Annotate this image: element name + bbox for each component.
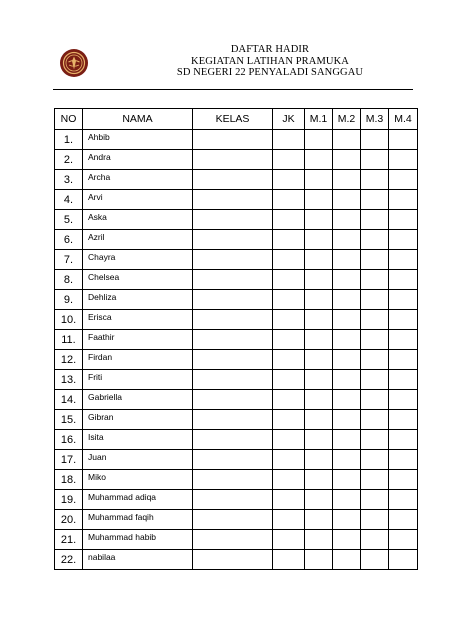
m2-cell	[333, 450, 361, 470]
table-row	[55, 130, 418, 150]
student-name: nabilaa	[83, 550, 193, 570]
student-name: Chayra	[83, 250, 193, 270]
student-name: Isita	[83, 430, 193, 450]
m2-cell	[333, 150, 361, 170]
jk-cell	[273, 230, 305, 250]
table-row	[55, 510, 418, 530]
row-number: 4.	[55, 190, 83, 210]
m2-cell	[333, 490, 361, 510]
header-m4: M.4	[389, 109, 418, 130]
m1-cell	[305, 470, 333, 490]
jk-cell	[273, 490, 305, 510]
m4-cell	[389, 530, 418, 550]
row-number: 13.	[55, 370, 83, 390]
m4-cell	[389, 350, 418, 370]
student-name: Firdan	[83, 350, 193, 370]
m1-cell	[305, 250, 333, 270]
m4-cell	[389, 130, 418, 150]
m3-cell	[361, 470, 389, 490]
m2-cell	[333, 230, 361, 250]
header-m2: M.2	[333, 109, 361, 130]
row-number: 19.	[55, 490, 83, 510]
m2-cell	[333, 510, 361, 530]
m2-cell	[333, 370, 361, 390]
m3-cell	[361, 430, 389, 450]
m1-cell	[305, 290, 333, 310]
m2-cell	[333, 390, 361, 410]
student-name: Aska	[83, 210, 193, 230]
m3-cell	[361, 330, 389, 350]
m2-cell	[333, 170, 361, 190]
m3-cell	[361, 250, 389, 270]
kelas-cell	[193, 430, 273, 450]
attendance-table	[54, 108, 418, 570]
m2-cell	[333, 350, 361, 370]
row-number: 18.	[55, 470, 83, 490]
table-row	[55, 270, 418, 290]
header-no: NO	[55, 109, 83, 130]
jk-cell	[273, 290, 305, 310]
jk-cell	[273, 250, 305, 270]
m3-cell	[361, 130, 389, 150]
m2-cell	[333, 530, 361, 550]
m1-cell	[305, 430, 333, 450]
header-divider	[53, 89, 413, 90]
row-number: 8.	[55, 270, 83, 290]
m3-cell	[361, 510, 389, 530]
jk-cell	[273, 410, 305, 430]
student-name: Muhammad habib	[83, 530, 193, 550]
row-number: 3.	[55, 170, 83, 190]
kelas-cell	[193, 390, 273, 410]
table-row	[55, 470, 418, 490]
jk-cell	[273, 530, 305, 550]
m1-cell	[305, 150, 333, 170]
m3-cell	[361, 410, 389, 430]
jk-cell	[273, 150, 305, 170]
table-row	[55, 530, 418, 550]
m3-cell	[361, 550, 389, 570]
kelas-cell	[193, 550, 273, 570]
m2-cell	[333, 190, 361, 210]
student-name: Andra	[83, 150, 193, 170]
jk-cell	[273, 310, 305, 330]
student-name: Chelsea	[83, 270, 193, 290]
m3-cell	[361, 150, 389, 170]
jk-cell	[273, 550, 305, 570]
table-header-row	[55, 109, 418, 130]
m3-cell	[361, 190, 389, 210]
table-row	[55, 190, 418, 210]
m1-cell	[305, 330, 333, 350]
kelas-cell	[193, 190, 273, 210]
row-number: 9.	[55, 290, 83, 310]
row-number: 22.	[55, 550, 83, 570]
m3-cell	[361, 270, 389, 290]
m3-cell	[361, 230, 389, 250]
row-number: 1.	[55, 130, 83, 150]
m4-cell	[389, 330, 418, 350]
kelas-cell	[193, 370, 273, 390]
row-number: 20.	[55, 510, 83, 530]
m1-cell	[305, 310, 333, 330]
jk-cell	[273, 350, 305, 370]
kelas-cell	[193, 490, 273, 510]
table-row	[55, 430, 418, 450]
row-number: 6.	[55, 230, 83, 250]
row-number: 12.	[55, 350, 83, 370]
m2-cell	[333, 410, 361, 430]
m1-cell	[305, 370, 333, 390]
jk-cell	[273, 450, 305, 470]
header-m1: M.1	[305, 109, 333, 130]
m4-cell	[389, 510, 418, 530]
m4-cell	[389, 450, 418, 470]
jk-cell	[273, 510, 305, 530]
m1-cell	[305, 210, 333, 230]
jk-cell	[273, 330, 305, 350]
row-number: 15.	[55, 410, 83, 430]
header-nama: NAMA	[83, 109, 193, 130]
jk-cell	[273, 270, 305, 290]
m4-cell	[389, 270, 418, 290]
m4-cell	[389, 370, 418, 390]
student-name: Ahbib	[83, 130, 193, 150]
m2-cell	[333, 430, 361, 450]
m3-cell	[361, 210, 389, 230]
m2-cell	[333, 310, 361, 330]
kelas-cell	[193, 310, 273, 330]
table-row	[55, 410, 418, 430]
m1-cell	[305, 490, 333, 510]
header-jk: JK	[273, 109, 305, 130]
table-row	[55, 330, 418, 350]
kelas-cell	[193, 130, 273, 150]
table-row	[55, 490, 418, 510]
row-number: 10.	[55, 310, 83, 330]
student-name: Erisca	[83, 310, 193, 330]
m2-cell	[333, 130, 361, 150]
m1-cell	[305, 230, 333, 250]
m4-cell	[389, 550, 418, 570]
m2-cell	[333, 270, 361, 290]
table-row	[55, 170, 418, 190]
m4-cell	[389, 150, 418, 170]
kelas-cell	[193, 250, 273, 270]
table-row	[55, 370, 418, 390]
row-number: 16.	[55, 430, 83, 450]
header-m3: M.3	[361, 109, 389, 130]
kelas-cell	[193, 350, 273, 370]
table-row	[55, 250, 418, 270]
m3-cell	[361, 450, 389, 470]
table-row	[55, 310, 418, 330]
jk-cell	[273, 470, 305, 490]
jk-cell	[273, 370, 305, 390]
table-row	[55, 550, 418, 570]
table-row	[55, 450, 418, 470]
m3-cell	[361, 350, 389, 370]
kelas-cell	[193, 530, 273, 550]
m2-cell	[333, 330, 361, 350]
m1-cell	[305, 450, 333, 470]
student-name: Juan	[83, 450, 193, 470]
m4-cell	[389, 410, 418, 430]
student-name: Arvi	[83, 190, 193, 210]
kelas-cell	[193, 210, 273, 230]
m4-cell	[389, 190, 418, 210]
row-number: 11.	[55, 330, 83, 350]
student-name: Miko	[83, 470, 193, 490]
header-title: DAFTAR HADIR	[230, 44, 310, 55]
jk-cell	[273, 190, 305, 210]
m1-cell	[305, 130, 333, 150]
m2-cell	[333, 550, 361, 570]
kelas-cell	[193, 150, 273, 170]
kelas-cell	[193, 410, 273, 430]
m1-cell	[305, 510, 333, 530]
m1-cell	[305, 270, 333, 290]
jk-cell	[273, 210, 305, 230]
table-row	[55, 210, 418, 230]
m3-cell	[361, 170, 389, 190]
kelas-cell	[193, 270, 273, 290]
student-name: Dehliza	[83, 290, 193, 310]
table-row	[55, 290, 418, 310]
table-row	[55, 350, 418, 370]
kelas-cell	[193, 510, 273, 530]
kelas-cell	[193, 290, 273, 310]
student-name: Archa	[83, 170, 193, 190]
document-header	[100, 44, 440, 79]
m1-cell	[305, 550, 333, 570]
m4-cell	[389, 470, 418, 490]
m3-cell	[361, 290, 389, 310]
m4-cell	[389, 390, 418, 410]
student-name: Muhammad faqih	[83, 510, 193, 530]
kelas-cell	[193, 450, 273, 470]
m4-cell	[389, 230, 418, 250]
m4-cell	[389, 430, 418, 450]
m2-cell	[333, 250, 361, 270]
table-row	[55, 150, 418, 170]
kelas-cell	[193, 470, 273, 490]
row-number: 2.	[55, 150, 83, 170]
m1-cell	[305, 410, 333, 430]
row-number: 14.	[55, 390, 83, 410]
m2-cell	[333, 290, 361, 310]
m1-cell	[305, 530, 333, 550]
student-name: Faathir	[83, 330, 193, 350]
kelas-cell	[193, 330, 273, 350]
m4-cell	[389, 310, 418, 330]
m1-cell	[305, 190, 333, 210]
student-name: Azril	[83, 230, 193, 250]
m4-cell	[389, 290, 418, 310]
m3-cell	[361, 370, 389, 390]
header-subtitle: KEGIATAN LATIHAN PRAMUKA	[191, 55, 349, 67]
scout-emblem-icon	[59, 48, 89, 78]
row-number: 5.	[55, 210, 83, 230]
student-name: Muhammad adiqa	[83, 490, 193, 510]
m1-cell	[305, 350, 333, 370]
kelas-cell	[193, 170, 273, 190]
student-name: Gabriella	[83, 390, 193, 410]
student-name: Friti	[83, 370, 193, 390]
row-number: 17.	[55, 450, 83, 470]
m3-cell	[361, 530, 389, 550]
jk-cell	[273, 130, 305, 150]
header-kelas: KELAS	[193, 109, 273, 130]
m1-cell	[305, 170, 333, 190]
jk-cell	[273, 170, 305, 190]
m3-cell	[361, 390, 389, 410]
table-row	[55, 390, 418, 410]
m4-cell	[389, 490, 418, 510]
student-name: Gibran	[83, 410, 193, 430]
header-school: SD NEGERI 22 PENYALADI SANGGAU	[176, 67, 364, 78]
row-number: 7.	[55, 250, 83, 270]
m2-cell	[333, 470, 361, 490]
m1-cell	[305, 390, 333, 410]
kelas-cell	[193, 230, 273, 250]
m4-cell	[389, 170, 418, 190]
m4-cell	[389, 250, 418, 270]
jk-cell	[273, 430, 305, 450]
m2-cell	[333, 210, 361, 230]
m3-cell	[361, 310, 389, 330]
row-number: 21.	[55, 530, 83, 550]
m4-cell	[389, 210, 418, 230]
jk-cell	[273, 390, 305, 410]
table-row	[55, 230, 418, 250]
m3-cell	[361, 490, 389, 510]
